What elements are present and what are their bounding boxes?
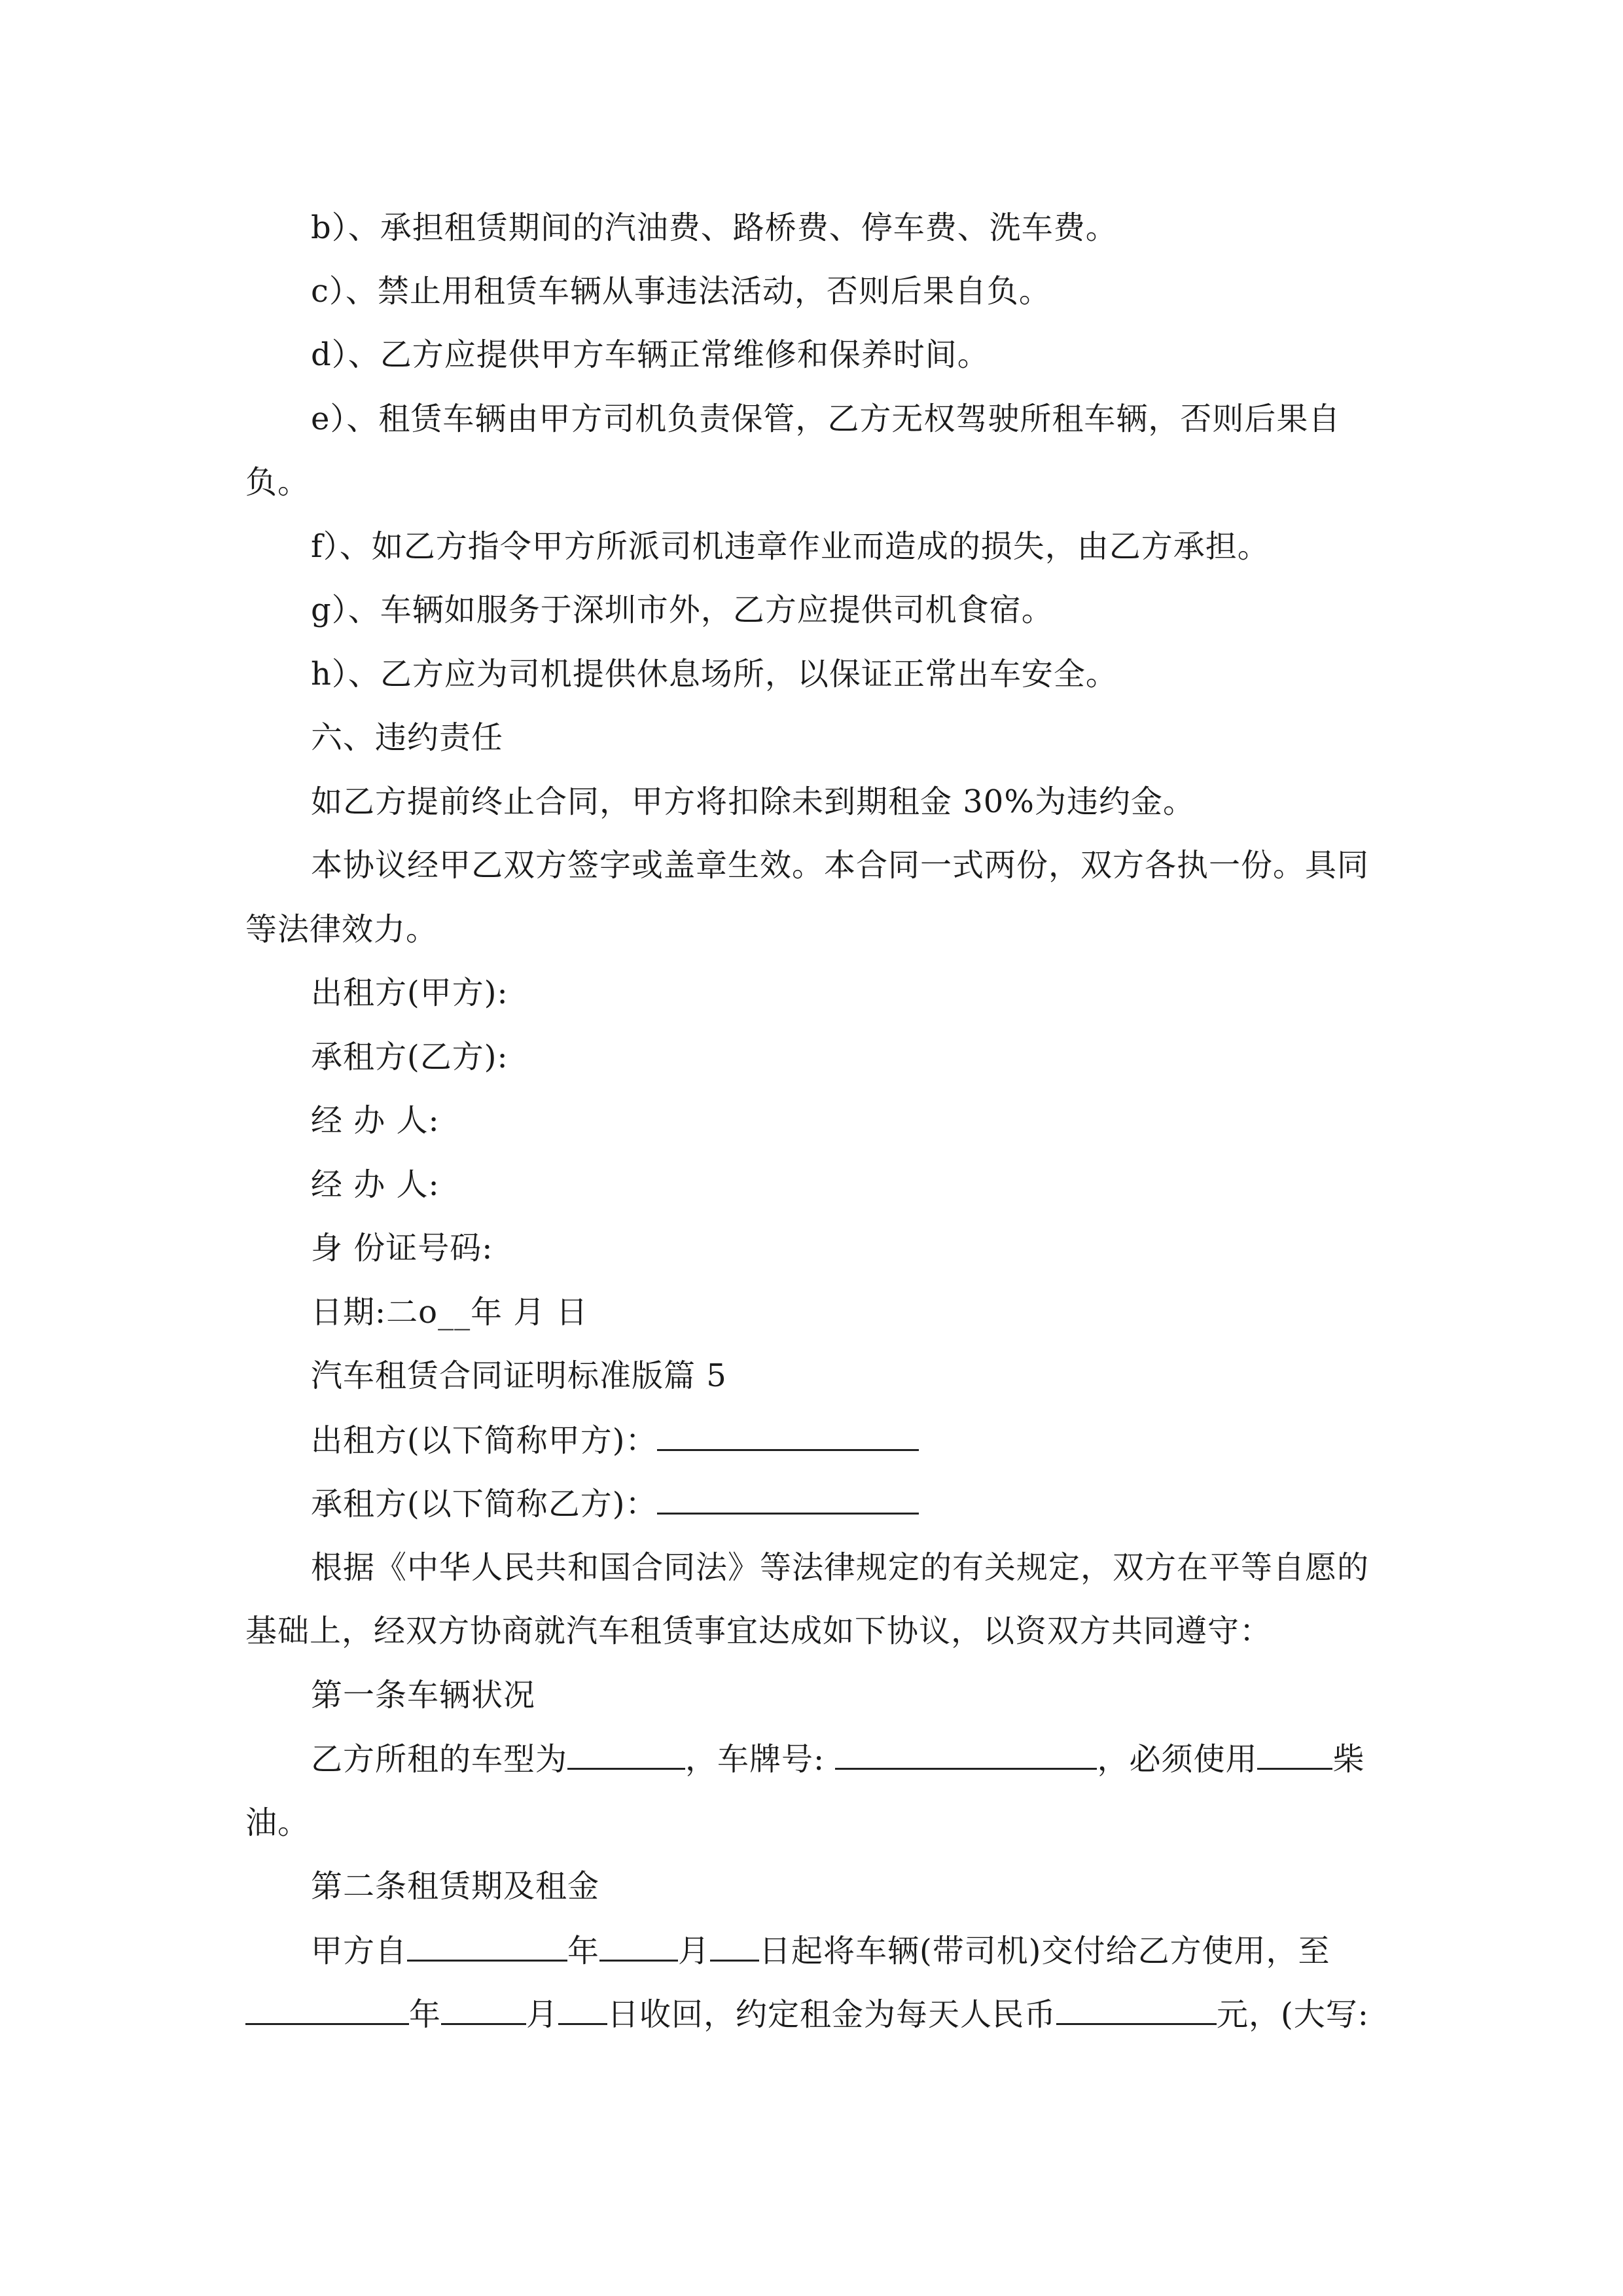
signature-agent-2: 经 办 人: xyxy=(311,1166,440,1203)
start-day-blank xyxy=(710,1931,759,1962)
period-line-continued xyxy=(245,1994,1369,2034)
lessee-label: 承租方(以下简称乙方)： xyxy=(311,1486,658,1522)
signature-lessee: 承租方(乙方): xyxy=(311,1039,508,1075)
lessor-blank xyxy=(657,1420,919,1451)
article-2-heading: 第二条租赁期及租金 xyxy=(311,1868,600,1905)
rent-uppercase-label: 元，(大写: xyxy=(1217,1996,1369,2033)
effect-paragraph-continued: 等法律效力。 xyxy=(245,911,438,948)
lessee-blank xyxy=(657,1484,919,1515)
signature-id-number: 身 份证号码: xyxy=(311,1230,493,1266)
end-year-blank xyxy=(245,1994,409,2025)
lessor-line xyxy=(311,1420,919,1460)
breach-paragraph: 如乙方提前终止合同，甲方将扣除未到期租金 30%为违约金。 xyxy=(311,783,1195,820)
fuel-blank xyxy=(1257,1739,1332,1770)
clause-c: c）、禁止用租赁车辆从事违法活动，否则后果自负。 xyxy=(311,273,1051,310)
end-day-blank xyxy=(558,1994,607,2025)
clause-h: h）、乙方应为司机提供休息场所，以保证正常出车安全。 xyxy=(311,656,1118,692)
lessee-line xyxy=(311,1484,919,1524)
end-month-blank xyxy=(441,1994,526,2025)
end-year-label: 年 xyxy=(409,1996,442,2033)
vehicle-model-blank xyxy=(567,1739,685,1770)
contract-5-title: 汽车租赁合同证明标准版篇 5 xyxy=(311,1357,727,1394)
plate-blank xyxy=(835,1739,1097,1770)
period-start-text: 日起将车辆(带司机)交付给乙方使用，至 xyxy=(759,1933,1330,1969)
start-month-blank xyxy=(599,1931,678,1962)
rent-amount-blank xyxy=(1056,1994,1217,2025)
month-label: 月 xyxy=(678,1933,711,1969)
basis-paragraph: 根据《中华人民共和国合同法》等法律规定的有关规定，双方在平等自愿的 xyxy=(311,1549,1370,1586)
section-breach-heading: 六、违约责任 xyxy=(311,719,504,756)
end-month-label: 月 xyxy=(526,1996,559,2033)
article-1-heading: 第一条车辆状况 xyxy=(311,1677,536,1713)
fuel-type-start: 柴 xyxy=(1332,1741,1365,1778)
signature-agent-1: 经 办 人: xyxy=(311,1102,440,1139)
period-line xyxy=(311,1931,1330,1971)
effect-paragraph: 本协议经甲乙双方签字或盖章生效。本合同一式两份，双方各执一份。具同 xyxy=(311,847,1370,884)
basis-paragraph-continued: 基础上，经双方协商就汽车租赁事宜达成如下协议，以资双方共同遵守： xyxy=(245,1613,1272,1649)
year-label: 年 xyxy=(567,1933,600,1969)
clause-d: d）、乙方应提供甲方车辆正常维修和保养时间。 xyxy=(311,336,990,373)
fuel-label: ，必须使用 xyxy=(1097,1741,1258,1778)
plate-label: ，车牌号: xyxy=(685,1741,825,1778)
clause-f: f）、如乙方指令甲方所派司机违章作业而造成的损失，由乙方承担。 xyxy=(311,528,1270,565)
clause-e-continued: 负。 xyxy=(245,464,310,501)
period-start-label: 甲方自 xyxy=(311,1933,408,1969)
signature-lessor: 出租方(甲方): xyxy=(311,975,508,1011)
vehicle-line xyxy=(311,1739,1365,1779)
clause-b: b）、承担租赁期间的汽油费、路桥费、停车费、洗车费。 xyxy=(311,209,1118,246)
rent-text: 日收回，约定租金为每天人民币 xyxy=(607,1996,1057,2033)
vehicle-line-continued: 油。 xyxy=(245,1804,310,1841)
vehicle-model-label: 乙方所租的车型为 xyxy=(311,1741,568,1778)
lessor-label: 出租方(以下简称甲方)： xyxy=(311,1422,658,1459)
signature-date: 日期:二o__年 月 日 xyxy=(311,1294,588,1331)
clause-g: g）、车辆如服务于深圳市外，乙方应提供司机食宿。 xyxy=(311,592,1054,628)
clause-e: e）、租赁车辆由甲方司机负责保管，乙方无权驾驶所租车辆，否则后果自 xyxy=(311,401,1341,437)
start-year-blank xyxy=(407,1931,567,1962)
